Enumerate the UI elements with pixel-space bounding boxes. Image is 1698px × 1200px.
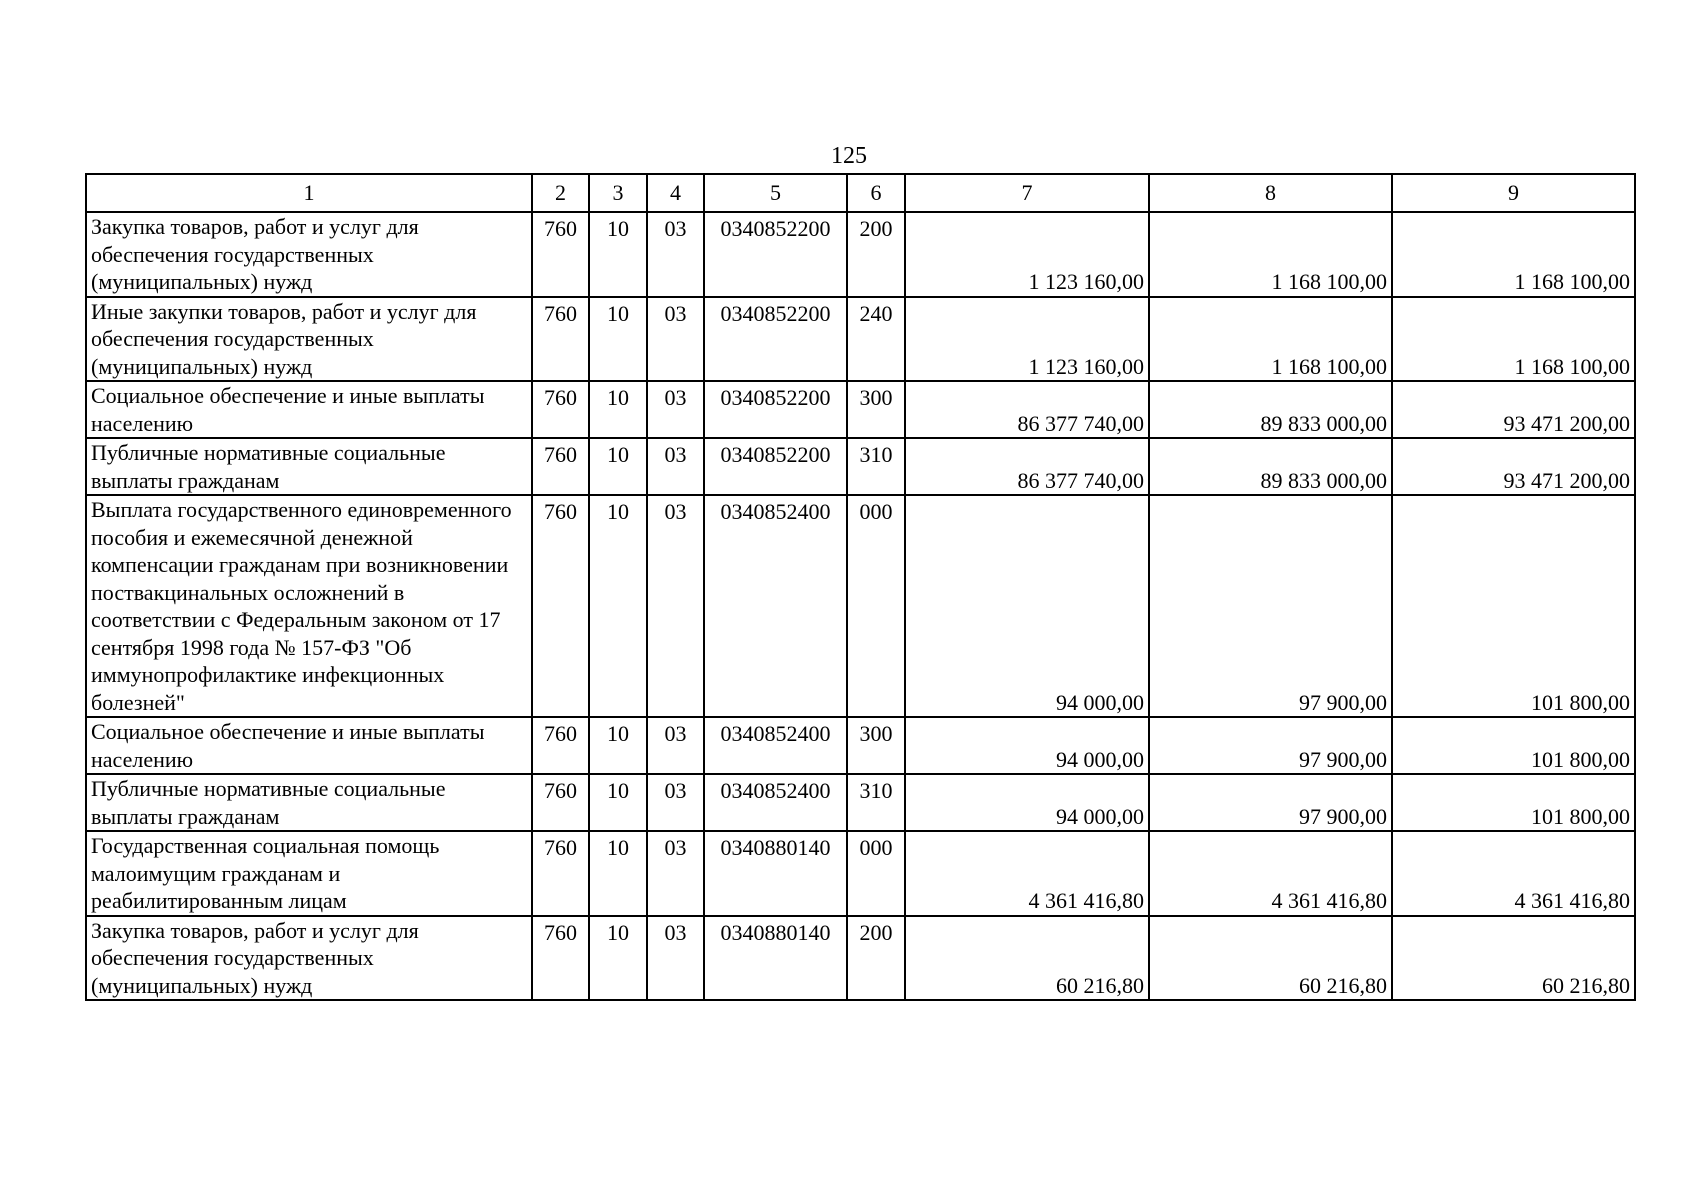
target-article-code: 0340880140 <box>704 831 847 916</box>
admin-code: 760 <box>532 916 589 1001</box>
expense-type-code: 310 <box>847 774 905 831</box>
section-code: 10 <box>589 438 647 495</box>
table-row <box>86 381 1635 438</box>
amount-col8: 89 833 000,00 <box>1149 438 1392 495</box>
amount-col9: 101 800,00 <box>1392 717 1635 774</box>
amount-col9: 1 168 100,00 <box>1392 297 1635 382</box>
column-header: 1 <box>86 174 532 212</box>
table-row <box>86 774 1635 831</box>
target-article-code: 0340852200 <box>704 381 847 438</box>
amount-col7: 94 000,00 <box>905 717 1149 774</box>
table-row <box>86 438 1635 495</box>
amount-col8: 97 900,00 <box>1149 717 1392 774</box>
expense-type-code: 000 <box>847 495 905 717</box>
amount-col7: 86 377 740,00 <box>905 381 1149 438</box>
row-description: Иные закупки товаров, работ и услуг для обеспечения государственных (муниципальных) нужд <box>86 297 532 382</box>
amount-col9: 101 800,00 <box>1392 495 1635 717</box>
admin-code: 760 <box>532 717 589 774</box>
expense-type-code: 200 <box>847 212 905 297</box>
column-header: 7 <box>905 174 1149 212</box>
amount-col8: 97 900,00 <box>1149 774 1392 831</box>
admin-code: 760 <box>532 495 589 717</box>
row-description: Государственная социальная помощь малоимущим гражданам и реабилитированным лицам <box>86 831 532 916</box>
section-code: 10 <box>589 831 647 916</box>
amount-col7: 4 361 416,80 <box>905 831 1149 916</box>
budget-table <box>85 173 1636 1001</box>
table-row <box>86 717 1635 774</box>
amount-col9: 1 168 100,00 <box>1392 212 1635 297</box>
expense-type-code: 300 <box>847 381 905 438</box>
subsection-code: 03 <box>647 212 704 297</box>
table-row <box>86 212 1635 297</box>
column-header: 5 <box>704 174 847 212</box>
amount-col9: 60 216,80 <box>1392 916 1635 1001</box>
target-article-code: 0340852200 <box>704 438 847 495</box>
subsection-code: 03 <box>647 717 704 774</box>
admin-code: 760 <box>532 774 589 831</box>
row-description: Закупка товаров, работ и услуг для обеспечения государственных (муниципальных) нужд <box>86 212 532 297</box>
expense-type-code: 000 <box>847 831 905 916</box>
amount-col8: 1 168 100,00 <box>1149 297 1392 382</box>
target-article-code: 0340852400 <box>704 717 847 774</box>
target-article-code: 0340852200 <box>704 212 847 297</box>
amount-col8: 4 361 416,80 <box>1149 831 1392 916</box>
row-description: Закупка товаров, работ и услуг для обеспечения государственных (муниципальных) нужд <box>86 916 532 1001</box>
table-row <box>86 297 1635 382</box>
section-code: 10 <box>589 495 647 717</box>
amount-col7: 60 216,80 <box>905 916 1149 1001</box>
table-row <box>86 916 1635 1001</box>
section-code: 10 <box>589 381 647 438</box>
column-header: 9 <box>1392 174 1635 212</box>
admin-code: 760 <box>532 381 589 438</box>
amount-col7: 94 000,00 <box>905 774 1149 831</box>
target-article-code: 0340880140 <box>704 916 847 1001</box>
amount-col8: 1 168 100,00 <box>1149 212 1392 297</box>
row-description: Выплата государственного единовременного пособия и ежемесячной денежной компенсации гражданам при возникновении поствакцинальных осложнений в соответствии с Федеральным законом от 17 сентября 1998 года № 157-ФЗ "Об иммунопрофилактике инфекционных болезней" <box>86 495 532 717</box>
amount-col8: 60 216,80 <box>1149 916 1392 1001</box>
subsection-code: 03 <box>647 381 704 438</box>
table-row <box>86 831 1635 916</box>
expense-type-code: 310 <box>847 438 905 495</box>
admin-code: 760 <box>532 438 589 495</box>
section-code: 10 <box>589 212 647 297</box>
column-number-row <box>86 174 1635 212</box>
admin-code: 760 <box>532 297 589 382</box>
section-code: 10 <box>589 717 647 774</box>
row-description: Публичные нормативные социальные выплаты гражданам <box>86 438 532 495</box>
amount-col9: 93 471 200,00 <box>1392 438 1635 495</box>
amount-col8: 89 833 000,00 <box>1149 381 1392 438</box>
column-header: 8 <box>1149 174 1392 212</box>
subsection-code: 03 <box>647 438 704 495</box>
expense-type-code: 300 <box>847 717 905 774</box>
row-description: Публичные нормативные социальные выплаты гражданам <box>86 774 532 831</box>
column-header: 4 <box>647 174 704 212</box>
subsection-code: 03 <box>647 831 704 916</box>
admin-code: 760 <box>532 212 589 297</box>
expense-type-code: 240 <box>847 297 905 382</box>
column-header: 2 <box>532 174 589 212</box>
amount-col9: 101 800,00 <box>1392 774 1635 831</box>
amount-col9: 93 471 200,00 <box>1392 381 1635 438</box>
amount-col7: 94 000,00 <box>905 495 1149 717</box>
table-row <box>86 495 1635 717</box>
target-article-code: 0340852400 <box>704 774 847 831</box>
section-code: 10 <box>589 774 647 831</box>
column-header: 3 <box>589 174 647 212</box>
subsection-code: 03 <box>647 774 704 831</box>
amount-col9: 4 361 416,80 <box>1392 831 1635 916</box>
amount-col7: 86 377 740,00 <box>905 438 1149 495</box>
subsection-code: 03 <box>647 916 704 1001</box>
subsection-code: 03 <box>647 495 704 717</box>
target-article-code: 0340852400 <box>704 495 847 717</box>
amount-col8: 97 900,00 <box>1149 495 1392 717</box>
subsection-code: 03 <box>647 297 704 382</box>
row-description: Социальное обеспечение и иные выплаты населению <box>86 381 532 438</box>
target-article-code: 0340852200 <box>704 297 847 382</box>
page-number: 125 <box>831 143 867 169</box>
expense-type-code: 200 <box>847 916 905 1001</box>
row-description: Социальное обеспечение и иные выплаты населению <box>86 717 532 774</box>
amount-col7: 1 123 160,00 <box>905 297 1149 382</box>
column-header: 6 <box>847 174 905 212</box>
section-code: 10 <box>589 916 647 1001</box>
section-code: 10 <box>589 297 647 382</box>
amount-col7: 1 123 160,00 <box>905 212 1149 297</box>
admin-code: 760 <box>532 831 589 916</box>
